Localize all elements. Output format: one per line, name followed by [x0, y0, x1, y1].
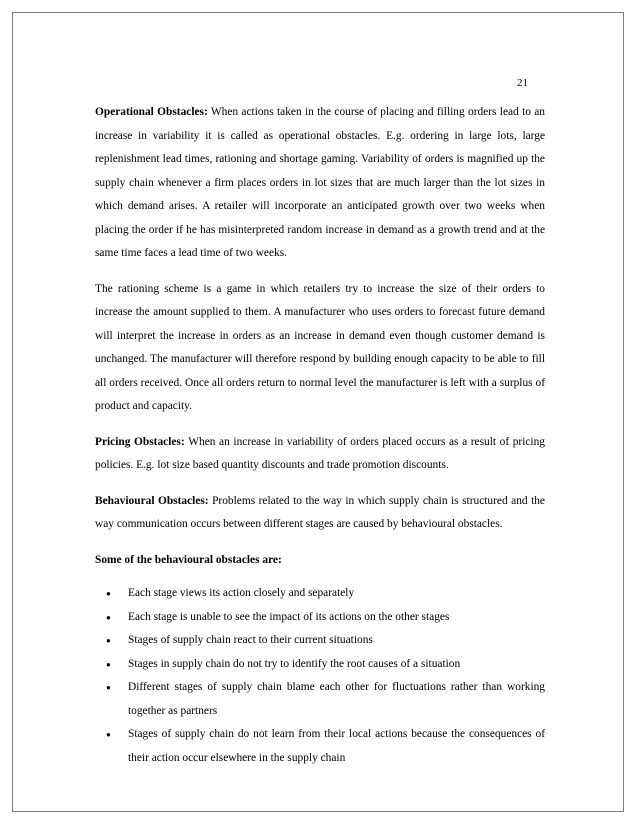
list-item-text: Each stage is unable to see the impact of its actions on the other stages	[128, 610, 450, 623]
pricing-paragraph	[95, 431, 545, 478]
list-item-text: Stages of supply chain do not learn from their local actions because the consequences of their action occur elsewhere in the supply chain	[128, 728, 545, 764]
list-item	[95, 723, 545, 770]
list-item-text: Stages of supply chain react to their current situations	[128, 634, 373, 646]
behavioural-text: Problems related to the way in which supply chain is structured and the way communication occurs between different stages are caused by behavioural obstacles.	[95, 494, 545, 530]
list-item	[95, 653, 545, 677]
operational-text: When actions taken in the course of placing and filling orders lead to an increase in variability it is called as operational obstacles. E.g. ordering in large lots, large replenishment lead times, rationing and shortage gaming. Variability of orders is magnified up the supply chain whenever a firm places orders in lot sizes that are much larger than the lot sizes in which demand arises. A retailer will incorporate an anticipated growth over two weeks when placing the order if he has misinterpreted random increase in demand as a growth trend and at the same time faces a lead time of two weeks.	[95, 106, 545, 259]
list-item	[95, 582, 545, 606]
obstacle-list	[95, 582, 545, 770]
page-number: 21	[517, 77, 528, 89]
list-item-text: Each stage views its action closely and separately	[128, 587, 355, 599]
bullet-icon: ●	[106, 683, 111, 692]
list-item-text: Stages in supply chain do not try to identify the root causes of a situation	[128, 657, 461, 670]
bullet-icon: ●	[106, 730, 111, 739]
operational-heading: Operational Obstacles:	[95, 106, 208, 118]
bullet-icon: ●	[106, 612, 111, 622]
behavioural-paragraph	[95, 490, 545, 537]
bullet-icon: ●	[106, 636, 111, 645]
page-content	[95, 101, 545, 770]
list-item	[95, 629, 545, 653]
behavioural-heading: Behavioural Obstacles:	[95, 494, 209, 507]
pricing-heading: Pricing Obstacles:	[95, 435, 189, 448]
list-item	[95, 606, 545, 630]
pricing-text: When an increase in variability of orders placed occurs as a result of pricing policies. E.g. lot size based quantity discounts and trade promotion discounts.	[95, 435, 545, 471]
bullet-icon: ●	[106, 659, 111, 669]
document-page	[12, 12, 624, 812]
list-heading: Some of the behavioural obstacles are:	[95, 553, 282, 566]
operational-paragraph	[95, 101, 545, 266]
list-item	[95, 676, 545, 723]
bullet-icon: ●	[106, 589, 111, 598]
rationing-paragraph: The rationing scheme is a game in which retailers try to increase the size of their orders to increase the amount supplied to them. A manufacturer who uses orders to forecast future demand will interpret the increase in orders as an increase in demand even though customer demand is unchanged. The manufacturer will therefore respond by building enough capacity to be able to fill all orders received. Once all orders return to normal level the manufacturer is left with a surplus of product and capacity.	[95, 282, 545, 412]
list-item-text: Different stages of supply chain blame each other for fluctuations rather than working together as partners	[128, 681, 545, 717]
